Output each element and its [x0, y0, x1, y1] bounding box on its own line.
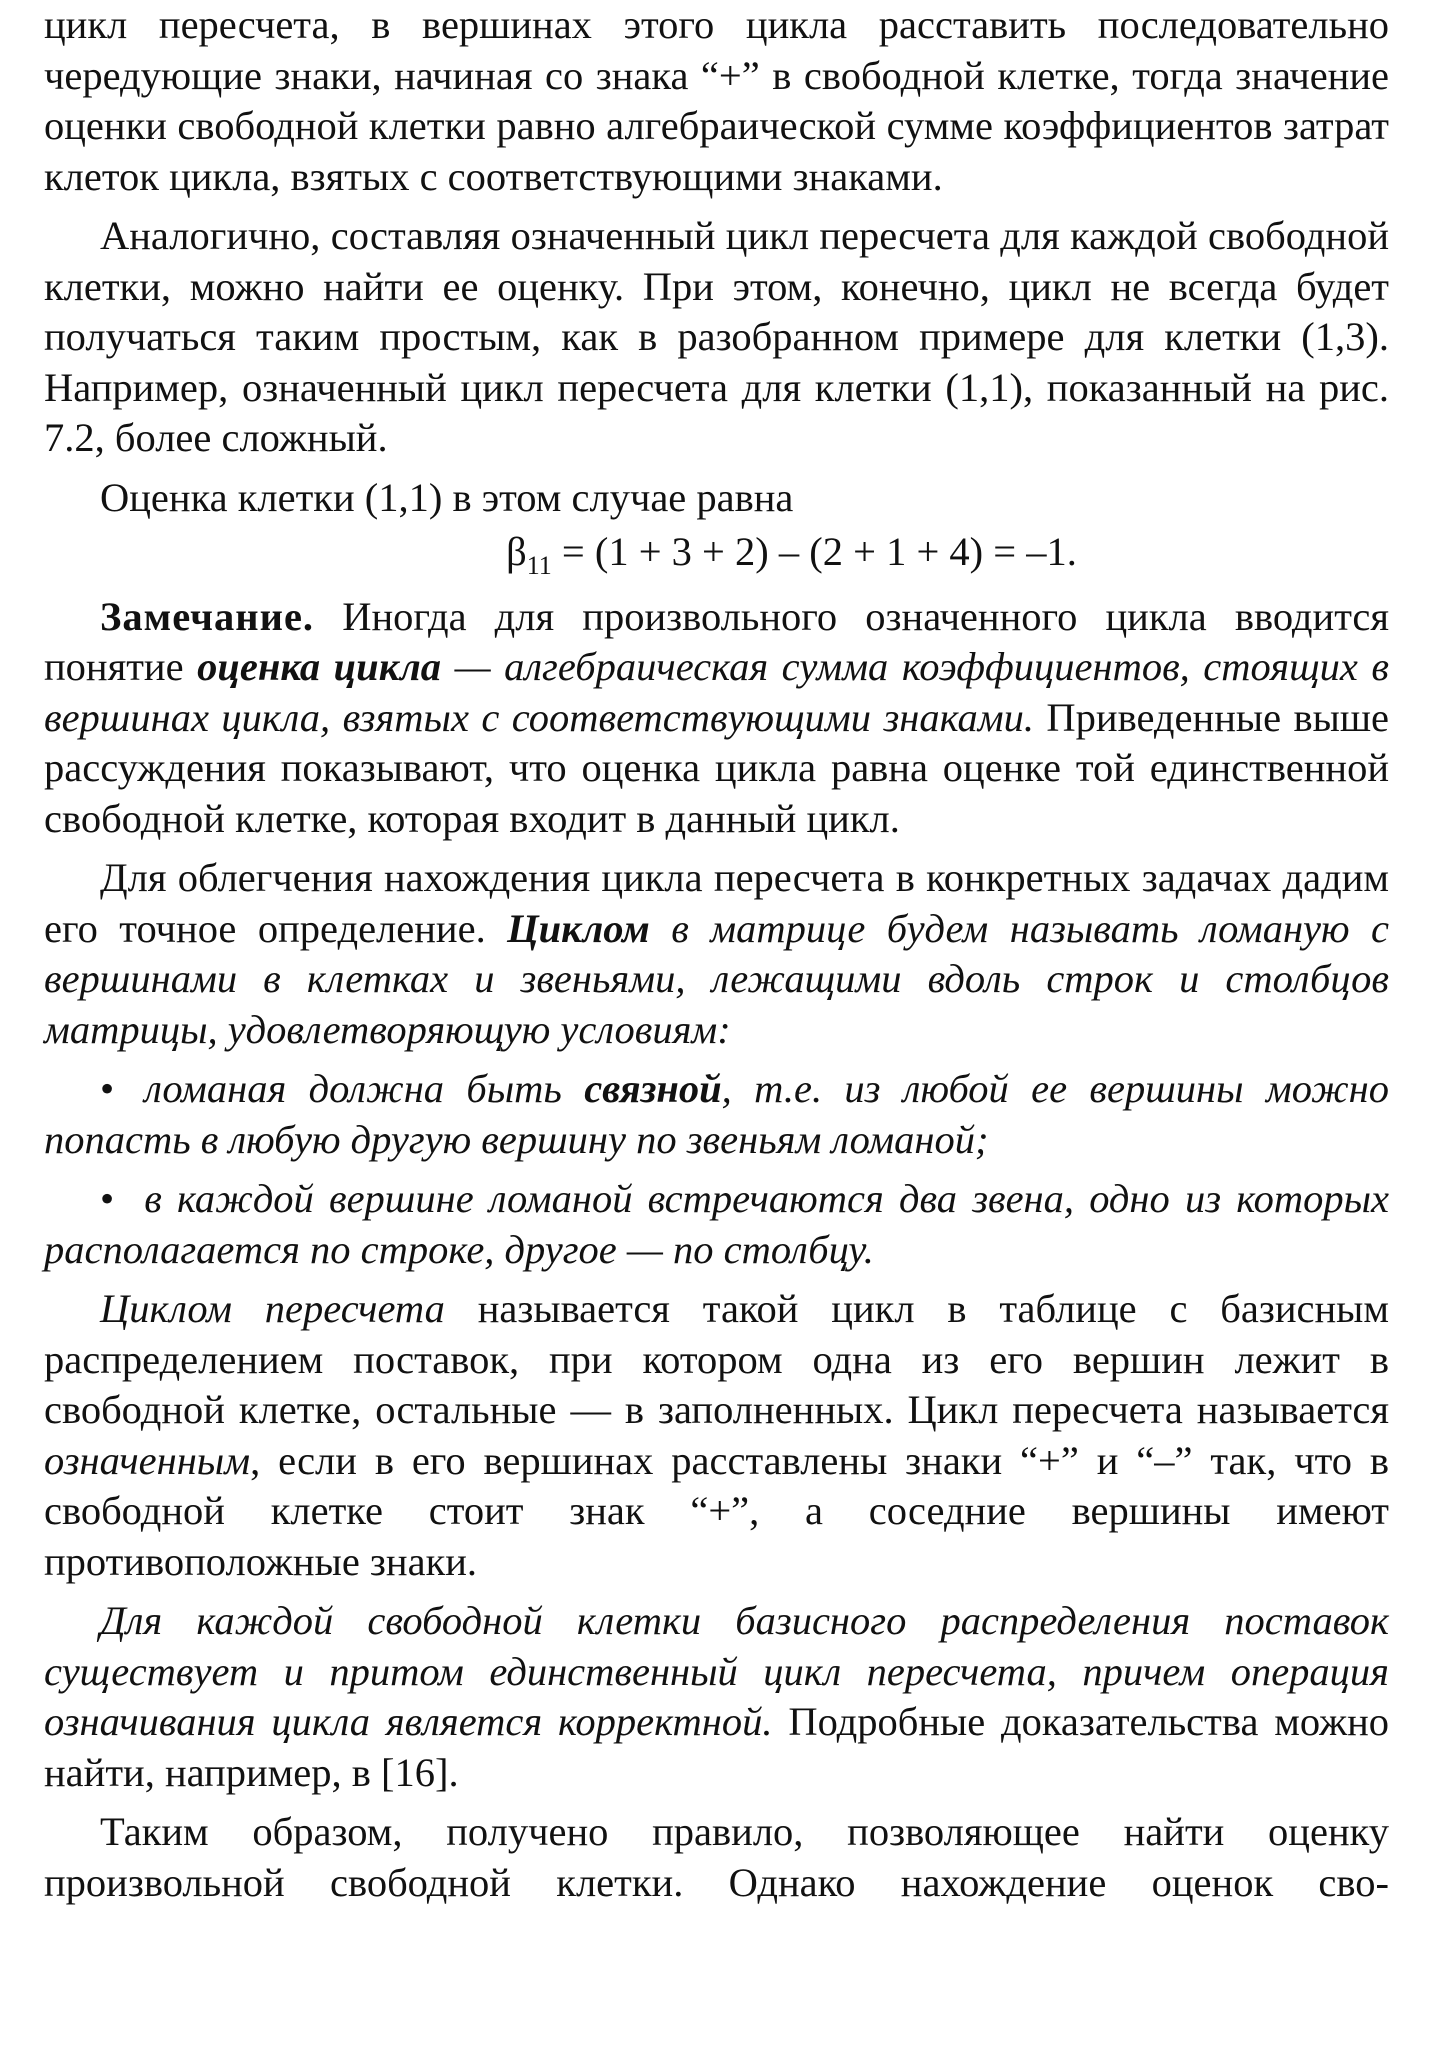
cycle-def-text: Для облегчения нахождения цикла пересчета в конкретных задачах дадим его точное определение. — [44, 855, 1389, 951]
cycle-def-term: Циклом — [507, 905, 650, 951]
formula-symbol: β — [506, 529, 527, 574]
remark-definition: — алгебраическая сумма коэффициентов, стоящих в вершинах цикла, взятых с соответствующими знаками. — [44, 644, 1389, 740]
bullet-connected-term: связной — [584, 1066, 722, 1111]
uniqueness-statement: Для каждой свободной клетки базисного распределения поставок существует и притом единственный цикл пересчета, причем операция означивания цикла является корректной. — [44, 1598, 1389, 1744]
paragraph-cycle-definition — [44, 853, 1389, 1055]
paragraph-recount-cycle — [44, 1284, 1389, 1587]
remark-text-2: Приведенные выше рассуждения показывают, что оценка цикла равна оценке той единственной свободной клетке, которая входит в данный цикл. — [44, 694, 1389, 841]
remark-term: оценка цикла — [197, 644, 442, 689]
bullet-connected — [44, 1064, 1389, 1165]
recount-cycle-text-1: называется такой цикл в таблице с базисным распределением поставок, при котором одна из его вершин лежит в свободной клетке, остальные — в заполненных. Цикл пересчета называется — [44, 1286, 1389, 1432]
bullet-dot: • — [100, 1176, 115, 1221]
recount-cycle-text-2: , если в его вершинах расставлены знаки “+” и “–” так, что в свободной клетке стоит знак “+”, а соседние вершины имеют противоположные знаки. — [44, 1437, 1389, 1584]
document-page — [44, 0, 1389, 1917]
recount-cycle-term-2: означенным — [44, 1437, 251, 1483]
recount-cycle-term: Циклом пересчета — [100, 1286, 445, 1331]
paragraph-uniqueness — [44, 1596, 1389, 1798]
bullet-connected-text-2: , т.е. из любой ее вершины можно попасть в любую другую вершину по звеньям ломаной; — [44, 1066, 1389, 1162]
remark-label: Замечание. — [100, 593, 315, 639]
formula-subscript: 11 — [526, 551, 552, 581]
formula-beta-11 — [44, 527, 1389, 581]
bullet-two-links-text: в каждой вершине ломаной встречаются два звена, одно из которых располагается по строке, другое — по столбцу. — [44, 1176, 1389, 1272]
paragraph-cycle-signs: цикл пересчета, в вершинах этого цикла расставить последовательно чередующие знаки, начиная со знака “+” в свободной клетке, тогда значение оценки свободной клетки равно алгебраической сумме коэффициентов затрат клеток цикла, взятых с соответствующими знаками. — [44, 2, 1389, 199]
bullet-two-links — [44, 1174, 1389, 1275]
paragraph-estimate-intro: Оценка клетки (1,1) в этом случае равна — [100, 474, 794, 520]
paragraph-remark — [44, 592, 1389, 845]
paragraph-conclusion: Таким образом, получено правило, позволяющее найти оценку произвольной свободной клетки. Однако нахождение оценок сво- — [44, 1809, 1389, 1905]
formula-expression: = (1 + 3 + 2) – (2 + 1 + 4) = –1. — [551, 529, 1077, 574]
paragraph-analogous-cycles: Аналогично, составляя означенный цикл пересчета для каждой свободной клетки, можно найти ее оценку. При этом, конечно, цикл не всегда будет получаться таким простым, как в разобранном примере для клетки (1,3). Например, означенный цикл пересчета для клетки (1,1), показанный на рис. 7.2, более сложный. — [44, 213, 1389, 460]
uniqueness-reference: Подробные доказательства можно найти, например, в [16]. — [44, 1699, 1389, 1795]
bullet-connected-text-1: ломаная должна быть — [144, 1066, 585, 1111]
remark-text-1: Иногда для произвольного означенного цикла вводится понятие — [44, 593, 1389, 689]
bullet-dot: • — [100, 1066, 115, 1111]
cycle-def-body: в матрице будем называть ломаную с вершинами в клетках и звеньями, лежащими вдоль строк и столбцов матрицы, удовлетворяющую условиям: — [44, 905, 1389, 1052]
